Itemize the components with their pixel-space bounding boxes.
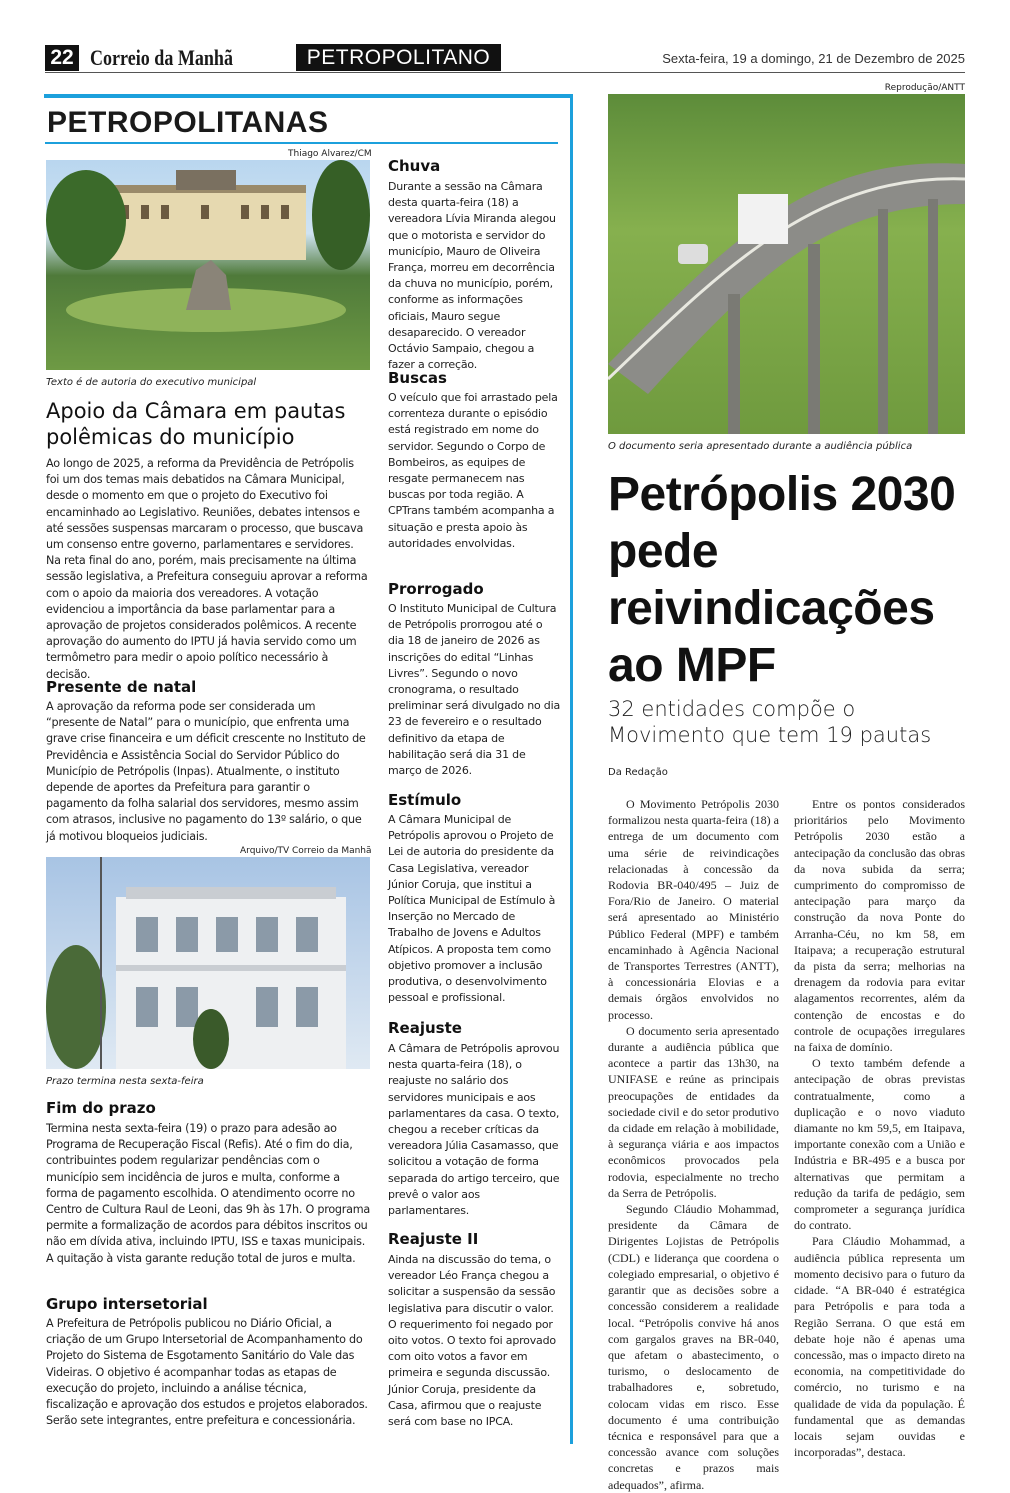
issue-date: Sexta-feira, 19 a domingo, 21 de Dezembro de 2025 bbox=[662, 51, 965, 66]
highway-illustration bbox=[608, 94, 965, 434]
note-body: O Instituto Municipal de Cultura de Petrópolis prorrogou até o dia 18 de janeiro de 2026 as inscrições do edital “Linhas Livres”. Segundo o novo cronograma, o resultado preliminar será divulgado no dia 23 de fevereiro e o resultado definitivo da etapa de habilitação será dia 31 de março de 2026. bbox=[388, 602, 560, 778]
paragraph: O texto também defende a antecipação de obras previstas contratualmente, como a duplicação e o novo viaduto diamante no km 59,5, em Itaipava, importante conexão com a União e Indústria e BR-495 e a busca por alternativas que permitam a redução da tarifa de pedágio, sem comprometer a segurança jurídica do contrato. bbox=[794, 1056, 965, 1233]
note-title: Reajuste bbox=[388, 1019, 462, 1037]
page-number: 22 bbox=[45, 45, 79, 71]
note-body: A Prefeitura de Petrópolis publicou no Diário Oficial, a criação de um Grupo Intersetorial de Acompanhamento do Projeto do Sistema de Esgotamento Sanitário do Vale das Videiras. O objetivo é acompanhar todas as etapas de execução do projeto, incluindo a análise técnica, fiscalização e aprovação dos estudos e projetos elaborados. Serão sete integrantes, entre prefeitura e concessionária. bbox=[46, 1317, 368, 1428]
photo-caption: Texto é de autoria do executivo municipal bbox=[46, 377, 257, 388]
byline: Da Redação bbox=[608, 767, 668, 778]
feature-body bbox=[608, 796, 965, 1493]
column-title: PETROPOLITANAS bbox=[47, 106, 329, 139]
highway-photo bbox=[608, 94, 965, 434]
photo-credit: Reprodução/ANTT bbox=[884, 83, 965, 93]
building-photo bbox=[46, 857, 370, 1069]
photo-credit: Arquivo/TV Correio da Manhã bbox=[240, 846, 372, 856]
section-label: PETROPOLITANO bbox=[296, 44, 501, 71]
palace-photo bbox=[46, 160, 370, 370]
building-illustration bbox=[46, 857, 370, 1069]
paragraph: Segundo Cláudio Mohammad, presidente da Câmara de Dirigentes Lojistas de Petrópolis (CDL) e liderança que coordena o colegiado empresarial, o objetivo é garantir que as decisões sobre a concessão considerem a realidade local. “Petrópolis convive há anos com gargalos graves na BR-040, que afetam o abastecimento, o turismo, o deslocamento de trabalhadores e, sobretudo, colocam vidas em risco. Esse documento é uma contribuição técnica e responsável para que a concessão avance com soluções concretas e prazos mais adequados”, afirma. bbox=[608, 1202, 779, 1492]
paragraph: Entre os pontos considerados prioritários pelo Movimento Petrópolis 2030 estão a antecipação da conclusão das obras da nova subida da serra; cumprimento do compromisso de antecipação para março da construção da nova Ponte do Arranha-Céu, no km 58, em Itaipava; a recuperação estrutural da pista da serra; melhorias na drenagem da rodovia para evitar alagamentos recorrentes, além da contenção de encostas e do controle de ocupações irregulares na faixa de domínio. bbox=[794, 797, 965, 1055]
feature-headline: Petrópolis 2030 pede reivindicações ao MPF bbox=[608, 468, 956, 692]
note-body: Ainda na discussão do tema, o vereador Léo França chegou a solicitar a suspensão da sessão legislativa para discutir o valor. O requerimento foi negado por oito votos. O texto foi aprovado com oito votos a favor em primeira e segunda discussão. Júnior Coruja, presidente da Casa, afirmou que o reajuste será com base no IPCA. bbox=[388, 1253, 556, 1429]
palace-illustration bbox=[46, 160, 370, 370]
header-rule bbox=[45, 72, 965, 73]
note-title: Chuva bbox=[388, 157, 441, 175]
note-title: Reajuste II bbox=[388, 1230, 479, 1248]
paragraph: O Movimento Petrópolis 2030 formalizou nesta quarta-feira (18) a entrega de um documento com uma série de reivindicações relacionadas à concessão da Rodovia BR-040/495 – Juiz de Fora/Rio de Janeiro. O material será apresentado ao Ministério Público Federal (MPF) e também encaminhado à Agência Nacional de Transportes Terrestres (ANTT), à concessionária Elovias e a demais órgãos envolvidos no processo. bbox=[608, 797, 779, 1022]
story-headline: Apoio da Câmara em pautas polêmicas do município bbox=[46, 399, 346, 449]
note-body: O veículo que foi arrastado pela correnteza durante o episódio está registrado em nome do servidor. Segundo o Corpo de Bombeiros, as equipes de resgate permanecem nas buscas por toda região. A CPTrans também acompanha a situação e presta apoio às autoridades envolvidas. bbox=[388, 391, 558, 550]
note-title: Fim do prazo bbox=[46, 1099, 156, 1117]
paragraph: Para Cláudio Mohammad, a audiência pública representa um momento decisivo para o futuro da cidade. “A BR-040 é estratégica para Petrópolis e para toda a Região Serrana. O que está em debate hoje não é apenas uma concessão, mas o impacto direto na economia, na competitividade do comércio, no turismo e na qualidade de vida da população. É fundamental que as demandas locais sejam ouvidas e incorporadas”, destaca. bbox=[794, 1234, 965, 1460]
story-body: Ao longo de 2025, a reforma da Previdência de Petrópolis foi um dos temas mais debatidos na Câmara Municipal, desde o momento em que o projeto do Executivo foi encaminhado ao Legislativo. Reuniões, debates intensos e até sessões suspensas marcaram o processo, que buscava um consenso entre governo, parlamentares e servidores. Na reta final do ano, porém, mais precisamente na última sessão legislativa, a Prefeitura conseguiu aprovar a reforma com o apoio da maioria dos vereadores. A votação evidenciou a importância da base parlamentar para a aprovação de projetos considerados polêmicos. A recente aprovação do aumento do IPTU já havia servido como um termômetro para medir o apoio político necessário à decisão. bbox=[46, 457, 368, 681]
photo-credit: Thiago Alvarez/CM bbox=[288, 149, 372, 159]
note-body: Termina nesta sexta-feira (19) o prazo para adesão ao Programa de Recuperação Fiscal (Refis). Até o fim do dia, contribuintes podem regularizar pendências com o município sem incidência de juros e multa, conforme a forma de pagamento escolhida. O atendimento ocorre no Centro de Cultura Raul de Leoni, das 9h às 17h. O programa permite a formalização de acordos para débitos inscritos ou não em dívida ativa, incluindo IPTU, ISS e taxas municipais. A quitação à vista garante redução total de juros e multa. bbox=[46, 1122, 370, 1265]
note-title: Grupo intersetorial bbox=[46, 1295, 208, 1313]
feature-subtitle: 32 entidades compõe o Movimento que tem 19 pautas bbox=[608, 697, 932, 747]
note-title: Buscas bbox=[388, 369, 447, 387]
note-body: A Câmara Municipal de Petrópolis aprovou o Projeto de Lei de autoria do presidente da Casa Legislativa, vereador Júnior Coruja, que institui a Política Municipal de Estímulo à Inserção no Mercado de Trabalho de Jovens e Adultos Atípicos. A proposta tem como objetivo promover a inclusão produtiva, o desenvolvimento pessoal e profissional. bbox=[388, 813, 556, 1005]
newspaper-logo: Correio da Manhã bbox=[90, 45, 233, 70]
note-title: Prorrogado bbox=[388, 580, 484, 598]
column-title-rule bbox=[45, 142, 558, 144]
photo-caption: Prazo termina nesta sexta-feira bbox=[46, 1076, 204, 1087]
paragraph: O documento seria apresentado durante a audiência pública que acontece a partir das 13h30, na UNIFASE e reúne as principais preocupações de entidades da sociedade civil e do setor produtivo da cidade em relação à mobilidade, à segurança viária e aos impactos econômicos provocados pela rodovia, especialmente no trecho da Serra de Petrópolis. bbox=[608, 1023, 779, 1200]
note-body: A Câmara de Petrópolis aprovou nesta quarta-feira (18), o reajuste no salário dos servidores municipais e aos parlamentares da casa. O texto, chegou a receber críticas da vereadora Júlia Casamasso, que solicitou a votação de forma separada do artigo terceiro, que prevê o valor aos parlamentares. bbox=[388, 1042, 560, 1218]
note-body: A aprovação da reforma pode ser considerada um “presente de Natal” para o município, que enfrenta uma grave crise financeira e um déficit crescente no Instituto de Previdência e Assistência Social do Servidor Público do Município de Petrópolis (Inpas). Atualmente, o instituto depende de aportes da Prefeitura para garantir o pagamento da folha salarial dos servidores, mesmo assim com atrasos, inclusive no pagamento do 13º salário, o que já motivou bloqueios judiciais. bbox=[46, 700, 366, 843]
note-title: Presente de natal bbox=[46, 678, 197, 696]
photo-caption: O documento seria apresentado durante a audiência pública bbox=[608, 441, 913, 452]
note-body: Durante a sessão na Câmara desta quarta-feira (18) a vereadora Lívia Miranda alegou que o motorista e servidor do município, Mauro de Oliveira França, morreu em decorrência da chuva no município, porém, conforme as informações oficiais, Mauro segue desaparecido. O vereador Octávio Sampaio, chegou a fazer a correção. bbox=[388, 180, 556, 372]
note-title: Estímulo bbox=[388, 791, 462, 809]
